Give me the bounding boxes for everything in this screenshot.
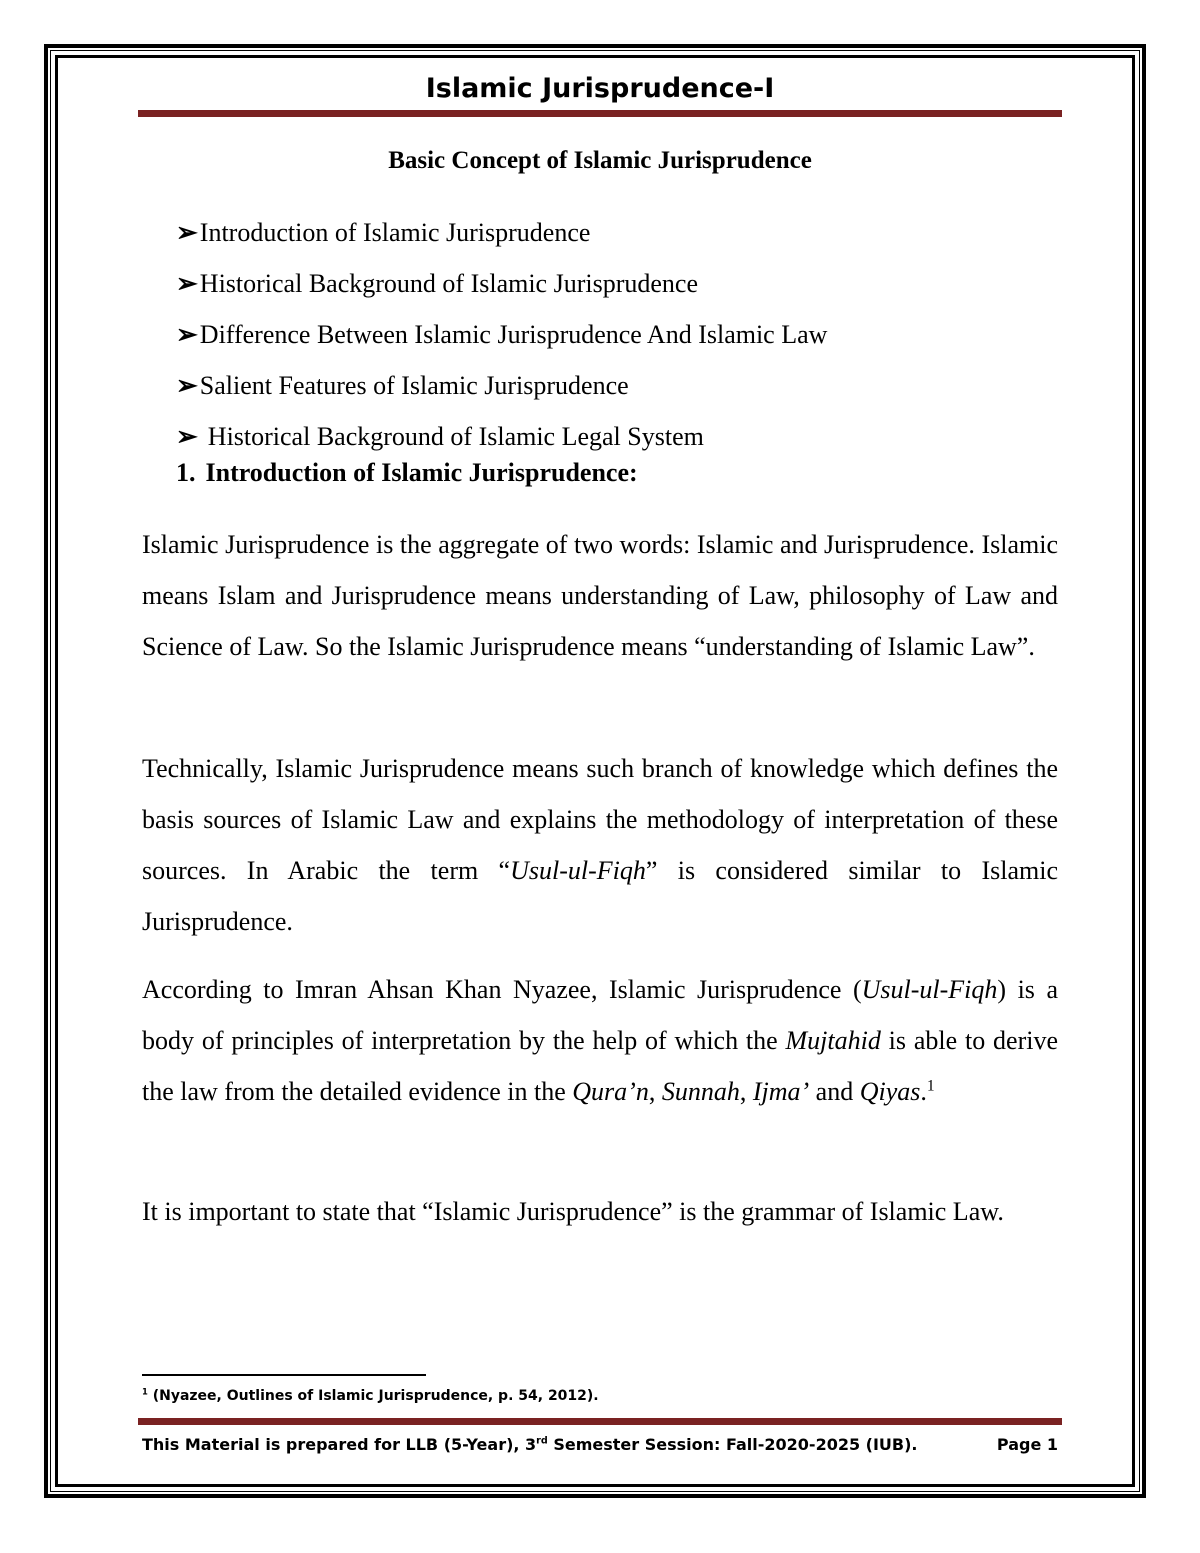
section-heading (176, 458, 638, 488)
page-number: Page 1 (996, 1435, 1058, 1454)
page-footer (142, 1435, 1058, 1454)
header-title: Islamic Jurisprudence-I (425, 73, 775, 104)
text-run: ” is considered similar to Islamic Jurisprudence. (142, 856, 1058, 936)
topic-label: Historical Background of Islamic Jurisprudence (199, 269, 698, 298)
topic-label: Historical Background of Islamic Legal System (207, 422, 704, 451)
header-rule (138, 110, 1062, 117)
document-title: Basic Concept of Islamic Jurisprudence (388, 147, 812, 174)
italic-term: Ijma’ (752, 1077, 810, 1106)
footer-ordinal: rd (536, 1435, 548, 1447)
text-run: According to Imran Ahsan Khan Nyazee, Islamic Jurisprudence ( (142, 975, 862, 1004)
topic-item (176, 215, 827, 266)
topic-item (176, 266, 827, 317)
arrowhead-bullet-icon: ➢ (176, 218, 198, 247)
italic-term: Usul-ul-Fiqh (861, 975, 998, 1004)
topic-label: Difference Between Islamic Jurisprudence And Islamic Law (199, 320, 828, 349)
paragraph-technical (142, 743, 1058, 947)
text-run: ) is a body of principles of interpretation by the help of which the (142, 975, 1058, 1055)
footer-text: Semester Session: Fall-2020-2025 (IUB). (547, 1435, 918, 1454)
italic-term: Usul-ul-Fiqh (510, 856, 646, 885)
topic-label: Introduction of Islamic Jurisprudence (199, 218, 591, 247)
italic-term: Qura’n (572, 1077, 649, 1106)
topic-item (176, 317, 827, 368)
paragraph-definition: Islamic Jurisprudence is the aggregate of two words: Islamic and Jurisprudence. Islamic means Islam and Jurisprudence means understanding of Law, philosophy of Law and Science of Law. So the Islamic Jurisprudence means “understanding of Islamic Law”. (142, 530, 1058, 661)
topic-list (176, 215, 827, 470)
topic-item (176, 368, 827, 419)
text-run: Technically, Islamic Jurisprudence means such branch of knowledge which defines the basis sources of Islamic Law and explains the methodology of interpretation of these sources. In Arabic the term “ (142, 754, 1058, 885)
italic-term: Mujtahid (785, 1026, 881, 1055)
text-run: and (809, 1077, 860, 1106)
paragraph-grammar: It is important to state that “Islamic Jurisprudence” is the grammar of Islamic Law. (142, 1197, 1004, 1226)
text-run: , (648, 1077, 662, 1106)
italic-term: Sunnah (661, 1077, 740, 1106)
italic-term: Qiyas (859, 1077, 921, 1106)
text-run: is able to derive the law from the detailed evidence in the (142, 1026, 1058, 1106)
arrowhead-bullet-icon: ➢ (176, 269, 198, 298)
arrowhead-bullet-icon: ➢ (176, 320, 198, 349)
footer-text: This Material is prepared for LLB (5-Year), 3 (142, 1435, 537, 1454)
footnote-text: (Nyazee, Outlines of Islamic Jurisprudence, p. 54, 2012). (147, 1388, 599, 1404)
paragraph-nyazee (142, 964, 1058, 1117)
section-title: Introduction of Islamic Jurisprudence: (205, 458, 638, 487)
arrowhead-bullet-icon: ➢ (176, 371, 198, 400)
footnote-number: 1 (142, 1386, 148, 1397)
footnote-reference[interactable]: 1 (926, 1077, 935, 1095)
footnote-separator (142, 1374, 426, 1376)
arrowhead-bullet-icon: ➢ (176, 422, 198, 451)
text-run: , (739, 1077, 753, 1106)
section-number: 1. (176, 458, 196, 487)
topic-label: Salient Features of Islamic Jurisprudence (199, 371, 629, 400)
footnote (142, 1388, 599, 1404)
footer-rule (138, 1418, 1062, 1425)
text-run: . (920, 1077, 927, 1106)
